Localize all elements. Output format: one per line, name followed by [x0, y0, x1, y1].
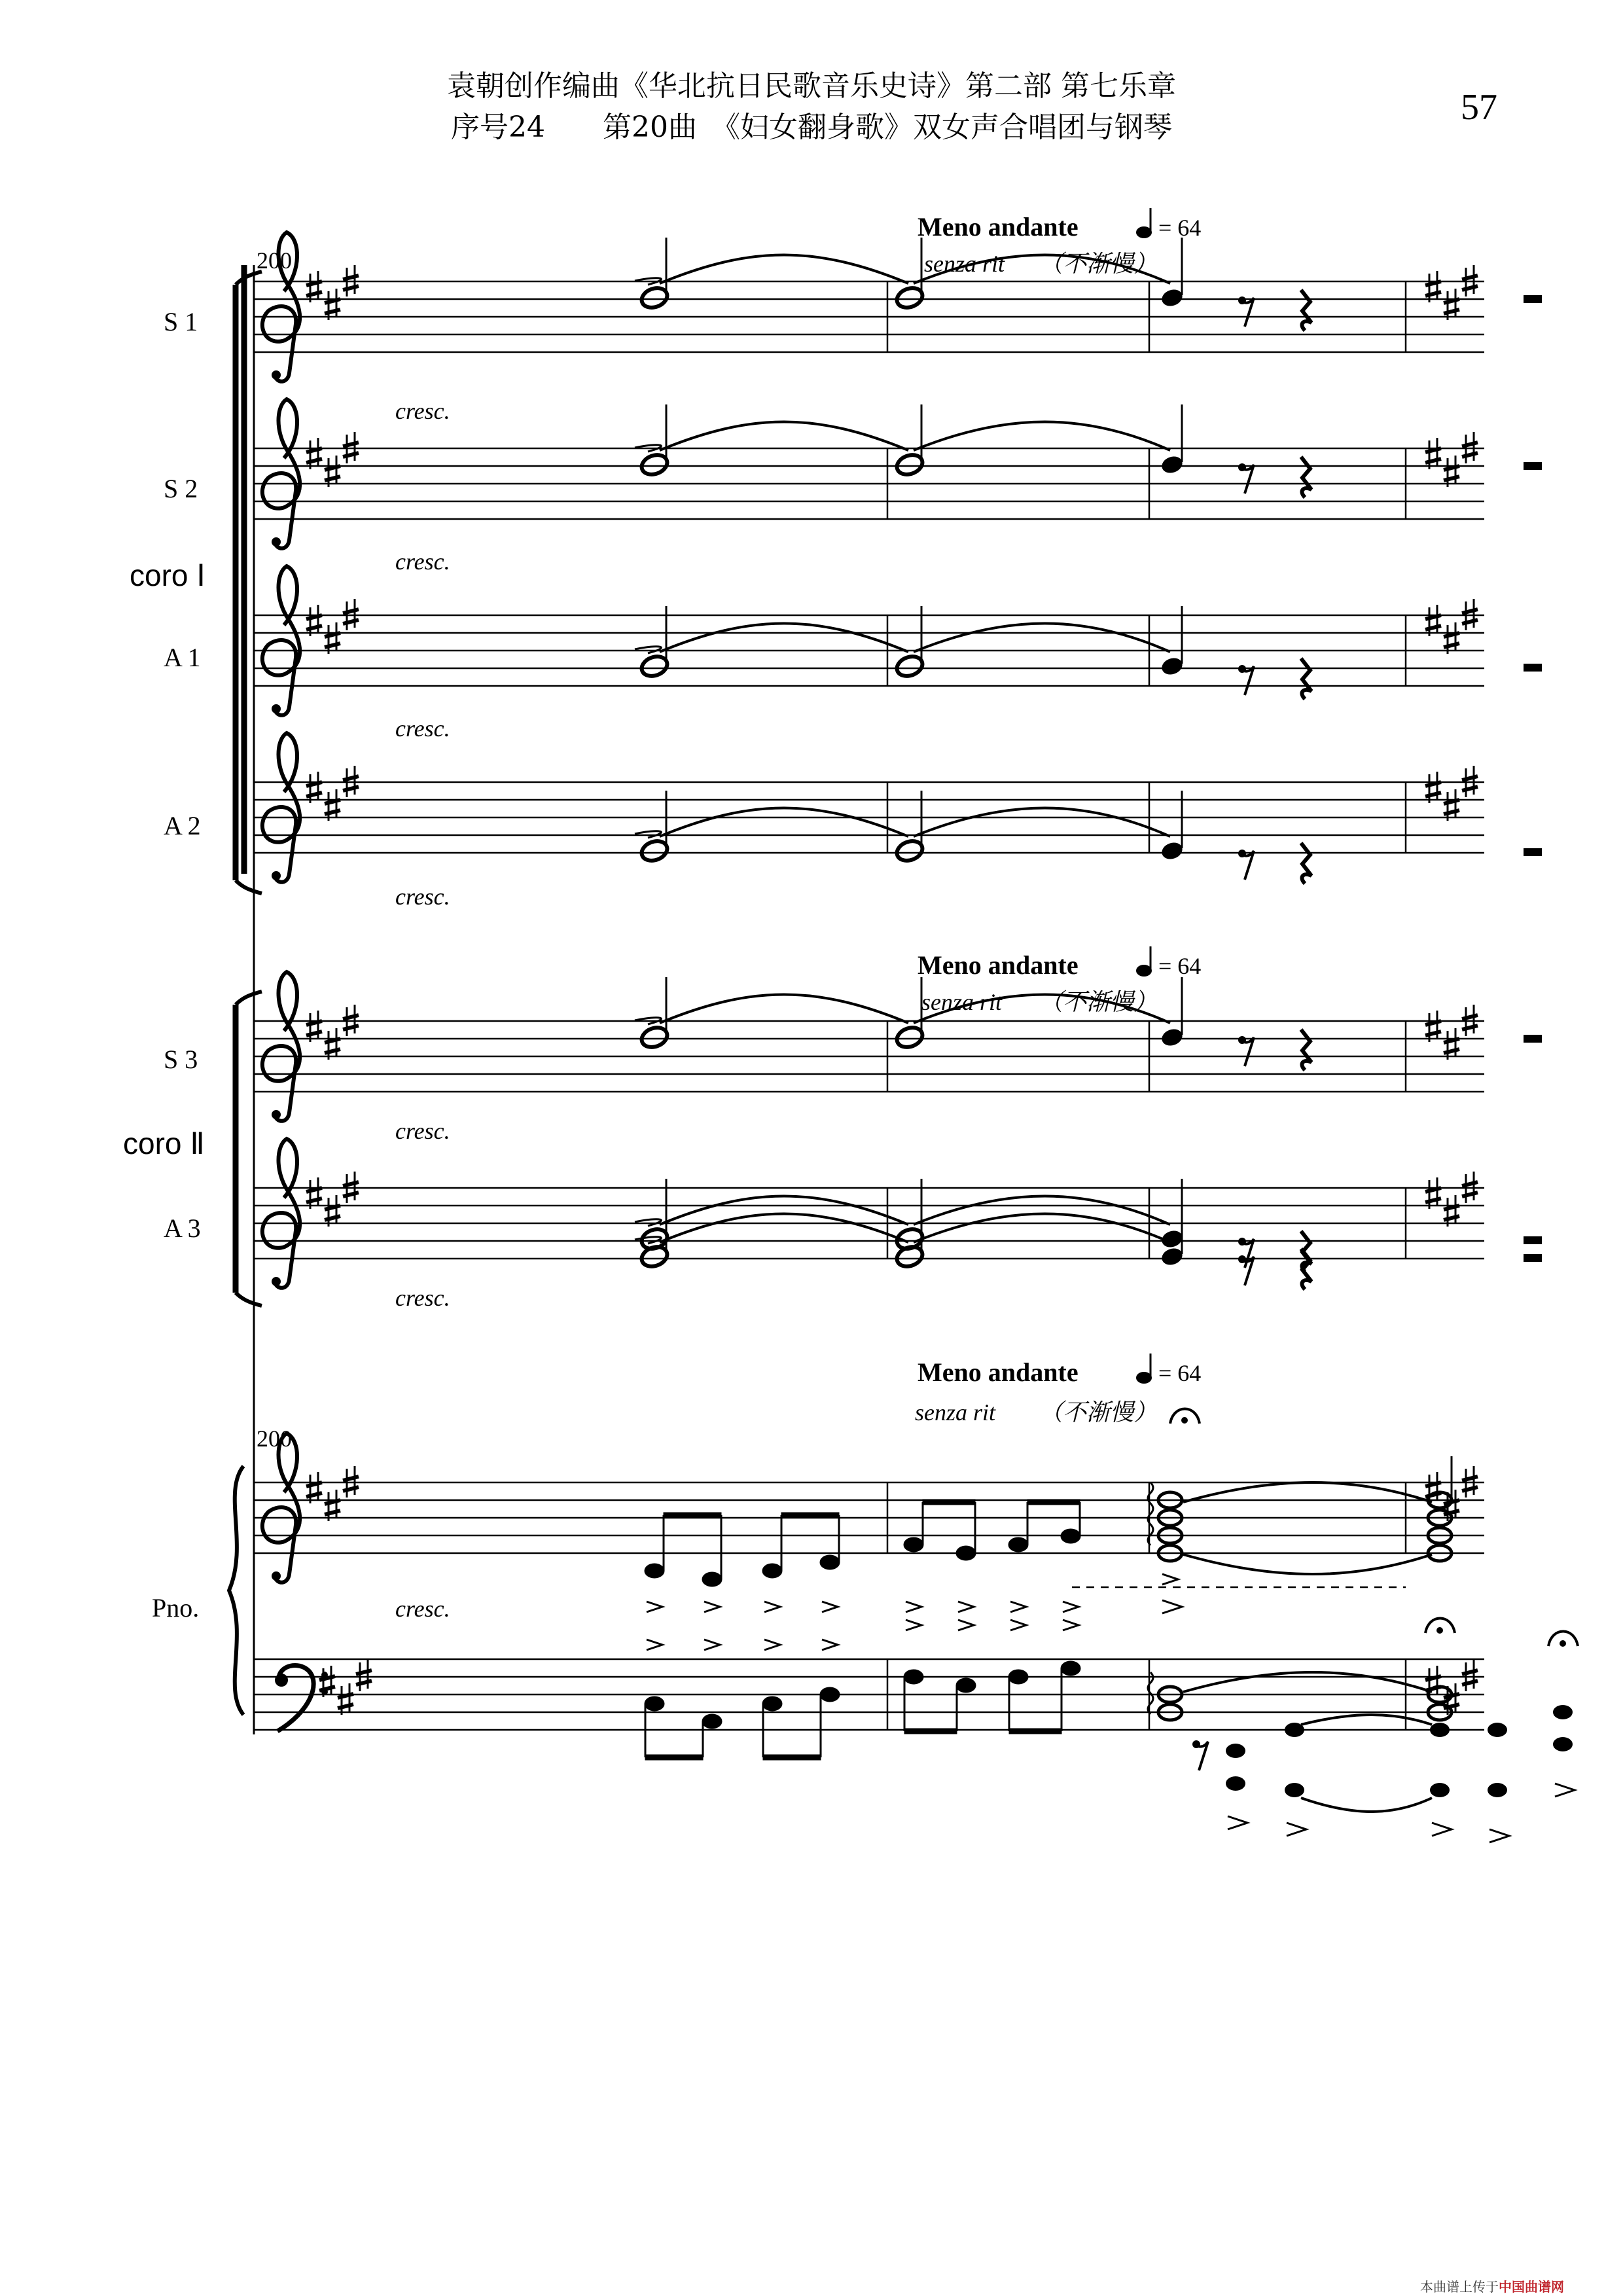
svg-text:= 64: = 64 [1158, 953, 1202, 979]
score-title-line1: 袁朝创作编曲《华北抗日民歌音乐史诗》第二部 第七乐章 [447, 69, 1176, 103]
svg-text:senza rit: senza rit [924, 251, 1005, 277]
dynamic-cresc-s3: cresc. [395, 1118, 450, 1144]
tempo-mark-coro2 [918, 946, 1201, 1015]
svg-text:（不渐慢）: （不渐慢） [1039, 1399, 1158, 1426]
footer-watermark: 本曲谱上传于中国曲谱网 [1420, 2279, 1564, 2295]
dynamic-cresc-piano: cresc. [395, 1596, 450, 1622]
staff-label-a3: A 3 [164, 1213, 201, 1243]
measure-number: 200 [257, 247, 292, 274]
dynamic-cresc-s1: cresc. [395, 398, 450, 424]
page-number: 57 [1461, 87, 1497, 128]
tempo-mark-piano [915, 1354, 1201, 1426]
measure-number-piano: 200 [257, 1426, 292, 1452]
svg-text:Meno andante: Meno andante [918, 212, 1079, 242]
svg-text:senza rit: senza rit [921, 989, 1003, 1015]
dynamic-cresc-a2: cresc. [395, 884, 450, 910]
staff-label-s3: S 3 [164, 1045, 198, 1074]
staff-label-piano: Pno. [152, 1593, 200, 1623]
group-label-coro1: coro Ⅰ [130, 558, 205, 592]
staff-label-s1: S 1 [164, 307, 198, 336]
svg-text:= 64: = 64 [1158, 1360, 1202, 1386]
score-title-line2: 序号24 第20曲 《妇女翻身歌》双女声合唱团与钢琴 [451, 111, 1172, 144]
svg-text:（不渐慢）: （不渐慢） [1039, 251, 1158, 277]
svg-text:Meno andante: Meno andante [918, 950, 1079, 980]
svg-text:（不渐慢）: （不渐慢） [1039, 989, 1158, 1015]
staff-label-a1: A 1 [164, 643, 201, 672]
dynamic-cresc-s2: cresc. [395, 548, 450, 575]
dynamic-cresc-a1: cresc. [395, 715, 450, 742]
svg-text:Meno andante: Meno andante [918, 1357, 1079, 1387]
svg-text:senza rit: senza rit [915, 1399, 996, 1426]
staff-label-s2: S 2 [164, 474, 198, 503]
dynamic-cresc-a3: cresc. [395, 1285, 450, 1311]
svg-text:= 64: = 64 [1158, 215, 1202, 241]
tempo-mark-coro1 [918, 208, 1201, 277]
staff-label-a2: A 2 [164, 811, 201, 840]
group-label-coro2: coro Ⅱ [123, 1126, 205, 1160]
